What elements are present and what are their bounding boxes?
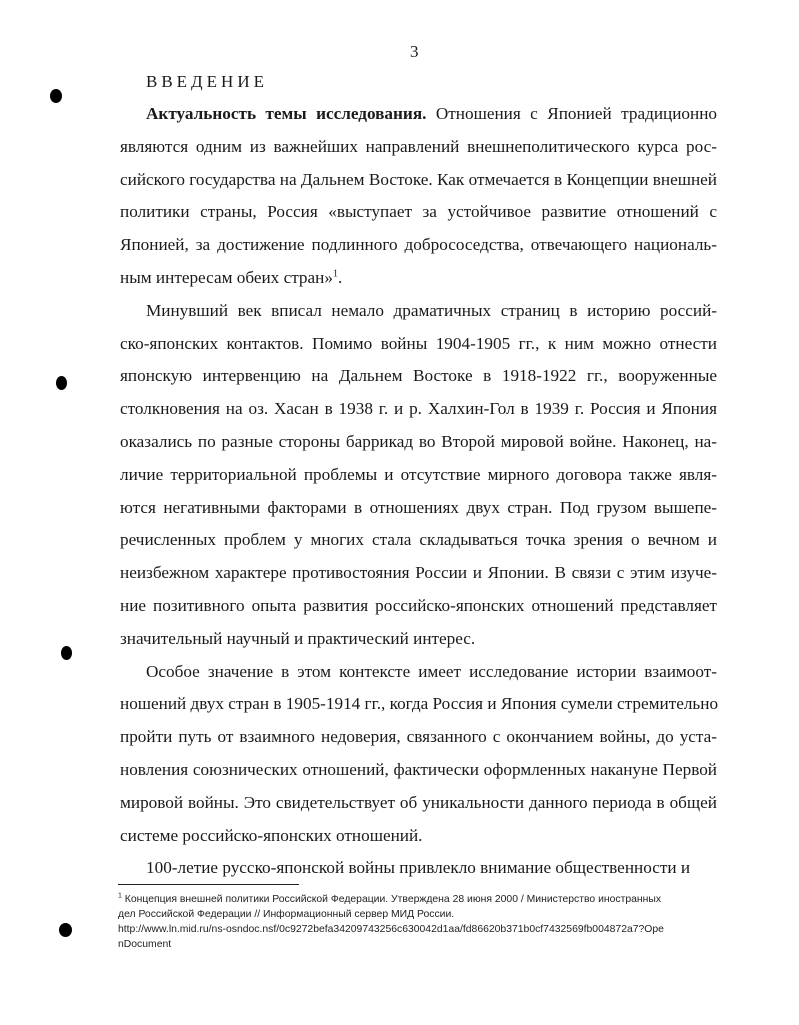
- paragraph-2-line: ние позитивного опыта развития российско-японских отношений представляет: [120, 595, 717, 615]
- paragraph-1-line: Японией, за достижение подлинного добрососедства, отвечающего националь-: [120, 235, 717, 255]
- paragraph-1-line: ным интересам обеих стран»$^1$.: [120, 267, 343, 287]
- paragraph-4-line: 100-летие русско-японской войны привлекло внимание общественности и: [146, 858, 691, 878]
- paragraph-1-line: сийского государства на Дальнем Востоке. Как отмечается в Концепции внешней: [120, 169, 717, 189]
- section-heading: ВВЕДЕНИЕ: [146, 72, 268, 91]
- paragraph-2-line: речисленных проблем у многих стала складываться точка зрения о вечном и: [120, 530, 717, 550]
- binder-hole-mark: [59, 923, 72, 937]
- footnote-line: $^1$ Концепция внешней политики Российской Федерации. Утверждена 28 июня 2000 / Министерство иностранных: [118, 892, 662, 905]
- binder-hole-mark: [61, 646, 72, 660]
- paragraph-3-line: новления союзнических отношений, фактически оформленных накануне Первой: [120, 759, 717, 779]
- footnote: [118, 892, 718, 952]
- footnote-ref: 1: [332, 268, 338, 280]
- paragraph-4: [146, 852, 717, 885]
- paragraph-1-line-1: Актуальность темы исследования. Отношения с Японией традиционно: [146, 104, 717, 123]
- paragraph-2-line: ско-японских контактов. Помимо войны 1904-1905 гг., к ним можно отнести: [120, 333, 717, 353]
- paragraph-2-line: ются негативными факторами в отношениях двух стран. Под грузом вышепе-: [120, 497, 717, 517]
- body-text: [120, 98, 719, 885]
- paragraph-2-line: неизбежном характере противостояния России и Японии. В связи с этим изуче-: [120, 563, 717, 583]
- paragraph-2-line: столкновения на оз. Хасан в 1938 г. и р. Халхин-Гол в 1939 г. Россия и Япония: [120, 399, 717, 419]
- paragraph-2: [120, 295, 717, 656]
- footnote-number: 1: [118, 892, 122, 900]
- paragraph-3-line: пройти путь от взаимного недоверия, связанного с окончанием войны, до уста-: [120, 727, 717, 747]
- paragraph-2-line: Минувший век вписал немало драматичных страниц в историю россий-: [146, 300, 717, 320]
- paragraph-3: [120, 656, 719, 853]
- paragraph-3-line: мировой войны. Это свидетельствует об уникальности данного периода в общей: [120, 792, 717, 812]
- paragraph-1-line: являются одним из важнейших направлений внешнеполитического курса рос-: [120, 136, 717, 156]
- footnote-url: http://www.ln.mid.ru/ns-osndoc.nsf/0c9272befa34209743256c630042d1aa/fd86620b371b0cf7432569fb004872a7?Ope: [118, 924, 664, 935]
- paragraph-3-line: ношений двух стран в 1905-1914 гг., когда Россия и Япония сумели стремительно: [120, 694, 719, 714]
- paragraph-2-line: личие территориальной проблемы и отсутствие мирного договора также явля-: [120, 464, 717, 484]
- paragraph-1-bold-lead: Актуальность темы исследования.: [146, 104, 427, 123]
- binder-hole-mark: [50, 89, 62, 103]
- paragraph-2-line: значительный научный и практический интерес.: [120, 628, 476, 648]
- footnote-line: дел Российской Федерации // Информационный сервер МИД России.: [118, 909, 455, 920]
- footnote-rule: [118, 884, 299, 885]
- paragraph-3-line: Особое значение в этом контексте имеет исследование истории взаимоот-: [146, 661, 717, 681]
- paragraph-2-line: оказались по разные стороны баррикад во Второй мировой войне. Наконец, на-: [120, 431, 717, 451]
- paragraph-3-line: системе российско-японских отношений.: [120, 825, 423, 845]
- paragraph-2-line: японскую интервенцию на Дальнем Востоке в 1918-1922 гг., вооруженные: [120, 366, 717, 386]
- binder-hole-mark: [56, 376, 67, 390]
- paragraph-1-line: политики страны, Россия «выступает за устойчивое развитие отношений с: [120, 202, 717, 222]
- footnote-line: nDocument: [118, 939, 172, 950]
- page-number: 3: [410, 42, 419, 61]
